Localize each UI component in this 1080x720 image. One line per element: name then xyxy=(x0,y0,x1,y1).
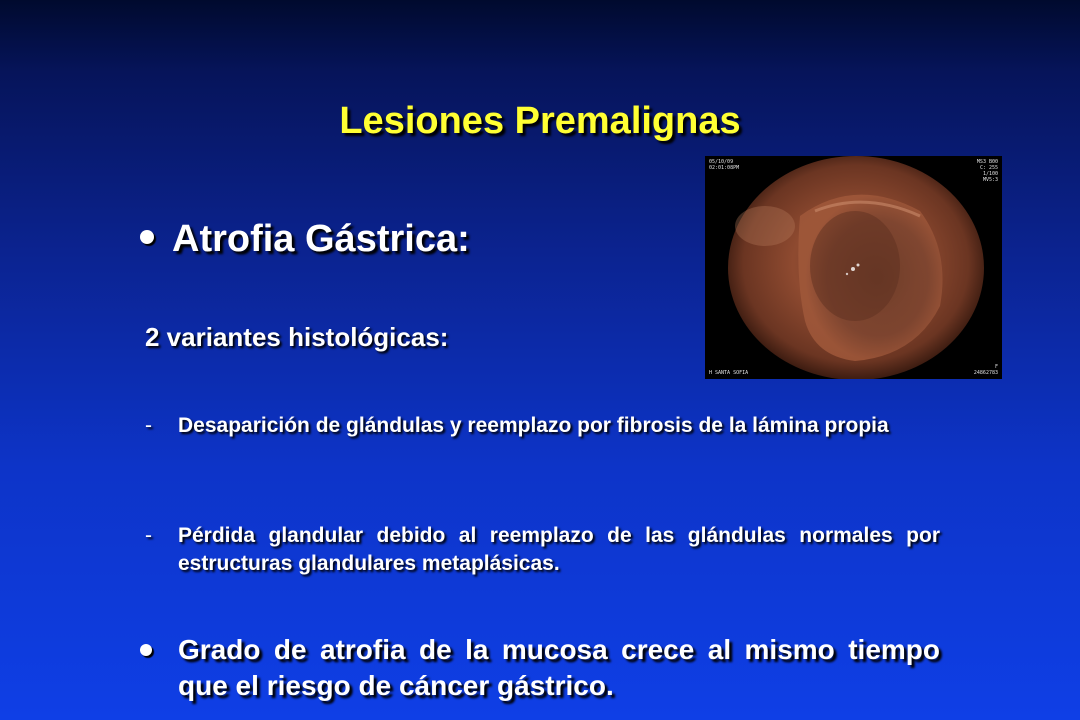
list-item xyxy=(145,412,940,440)
final-bullet xyxy=(140,632,940,704)
final-bullet-text: Grado de atrofia de la mucosa crece al mismo tiempo que el riesgo de cáncer gástrico. xyxy=(178,634,940,701)
list-item xyxy=(145,522,940,578)
subheading: 2 variantes histológicas: xyxy=(145,322,449,352)
dash-marker: - xyxy=(145,414,152,437)
endoscopy-image xyxy=(705,156,1002,379)
list-item-text: Pérdida glandular debido al reemplazo de las glándulas normales por estructuras glandulares metaplásicas. xyxy=(178,524,940,575)
slide-title: Lesiones Premalignas xyxy=(339,100,741,142)
overlay-date: 05/10/09 02:01:08PM xyxy=(709,159,740,171)
bullet-dot-icon xyxy=(140,644,152,656)
list-item-text: Desaparición de glándulas y reemplazo por fibrosis de la lámina propia xyxy=(178,414,889,437)
main-bullet-text: Atrofia Gástrica: xyxy=(172,218,470,260)
dash-marker: - xyxy=(145,524,152,547)
endoscopy-photo xyxy=(705,156,1002,379)
overlay-hospital: H SANTA SOFIA xyxy=(709,370,749,376)
bullet-dot-icon xyxy=(140,230,154,244)
overlay-settings: MS3 B00 C: 255 1/100 MV5:3 xyxy=(976,159,998,183)
main-bullet xyxy=(140,218,470,261)
overlay-id: F 24862783 xyxy=(973,364,998,376)
